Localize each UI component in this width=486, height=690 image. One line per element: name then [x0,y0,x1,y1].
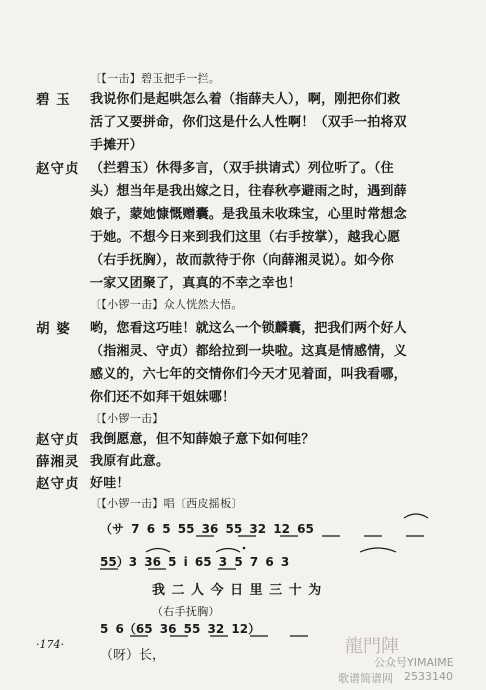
dialogue-line: 你们还不如拜干姐妹哪！ [90,390,236,405]
watermark-account: 公众号YIMAIME [374,656,454,669]
dialogue-line: 手摊开） [90,138,143,153]
watermark-number: 2533140 [404,670,453,683]
speaker-zhao-shouzhen: 赵守贞 [36,432,80,448]
notation-row-3: 5 6（65 36 55 32 12） [100,622,261,636]
notation-row-1: （サ 7 6 5 55 36 55 32 12 65 [100,522,314,536]
performance-direction: （右手抚胸） [152,605,220,618]
stage-direction-3: 〔【小锣一击】 [90,412,164,425]
dialogue-line: 活了又要拼命，你们这是什么人性啊！（双手一拍将双 [90,115,407,130]
dialogue-line: （拦碧玉）休得多言，（双手拱请式）列位听了。（住 [90,161,394,176]
speaker-xue-xiangling: 薛湘灵 [36,454,80,470]
watermark-logo: 龍門陣 [345,636,399,657]
dialogue-line: 一家又团聚了，真真的不幸之幸也！ [90,276,302,291]
dialogue-line: 好哇！ [90,476,130,491]
lyric-row-2: （呀）长， [100,648,166,663]
slur-arc [360,548,396,552]
speaker-zhao-shouzhen: 赵守贞 [36,476,80,492]
dialogue-line: （指湘灵、守贞）都给拉到一块啦。这真是情感情，义 [90,344,407,359]
dialogue-line: 娘子，蒙她慷慨赠囊。是我虽未收珠宝，心里时常想念 [90,207,407,222]
high-octave-dot [243,547,246,550]
speaker-biyu: 碧 玉 [36,92,71,108]
stage-direction-2: 〔【小锣一击】众人恍然大悟。 [90,298,243,311]
dialogue-line: 我原有此意。 [90,454,170,469]
dialogue-line: 于她。不想今日来到我们这里（右手按掌），越我心愿 [90,230,401,245]
page-number: ·174· [36,638,64,651]
dialogue-line: 哟，您看这巧哇！就这么一个锁麟囊，把我们两个好人 [90,321,407,336]
dialogue-line: 我说你们是起哄怎么着（指薛夫人），啊，刚把你们救 [90,92,401,107]
notation-row-2: 55）3 36 5 i 65 3 5 7 6 3 [100,555,290,569]
stage-direction-1: 〔【一击】碧玉把手一拦。 [90,72,221,85]
lyric-row: 我 二 人 今 日 里 三 十 为 [152,583,323,598]
dialogue-line: 我倒愿意，但不知薛娘子意下如何哇？ [90,432,315,447]
dialogue-line: （右手抚胸），故而款待于你（向薛湘灵说）。如今你 [90,253,394,268]
slur-arc [146,549,170,553]
speaker-zhao-shouzhen: 赵守贞 [36,161,80,177]
slur-arc [404,514,428,518]
speaker-hu-po: 胡 婆 [36,321,71,337]
watermark-site: 歌谱简谱网 [338,672,393,685]
dialogue-line: 头）想当年是我出嫁之日，往春秋亭避雨之时，遇到薛 [90,184,407,199]
slur-arc [216,549,240,553]
stage-direction-4: 〔【小锣一击】唱〔西皮摇板〕 [90,497,243,510]
dialogue-line: 感义的，六七年的交情你们今天才见着面，叫我看哪， [90,367,407,382]
